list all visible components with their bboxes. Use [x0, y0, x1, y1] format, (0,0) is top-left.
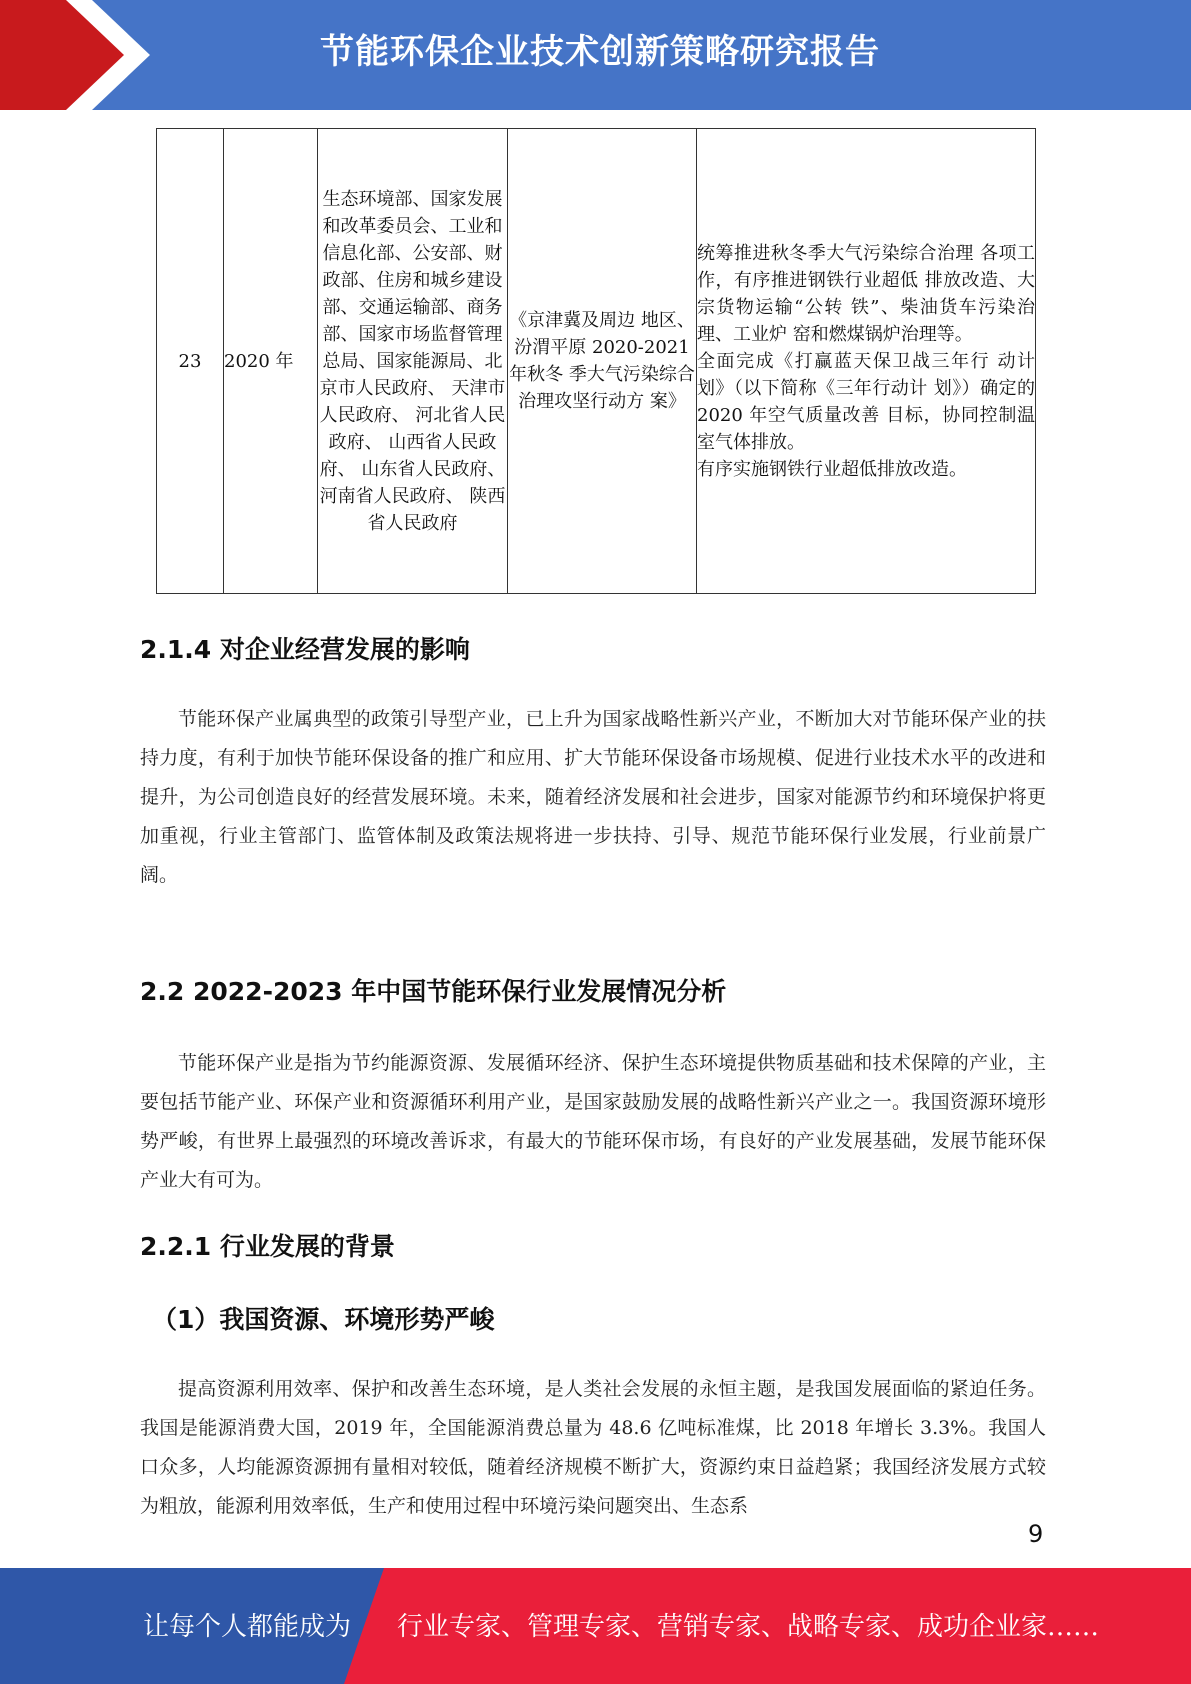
- page-footer: [0, 1568, 1191, 1684]
- row-document: 《京津冀及周边 地区、汾渭平原 2020-2021 年秋冬 季大气污染综合 治理攻坚行动方 案》: [508, 129, 697, 594]
- header-arrow-decoration: [0, 0, 155, 110]
- table-row: [157, 129, 1036, 594]
- policy-table: [156, 128, 1036, 594]
- sub-heading: （1）我国资源、环境形势严峻: [152, 1305, 495, 1334]
- footer-slogan-left: 让每个人都能成为: [143, 1612, 352, 1642]
- page-header: [0, 0, 1191, 110]
- section-paragraph: 提高资源利用效率、保护和改善生态环境，是人类社会发展的永恒主题，是我国发展面临的紧迫任务。我国是能源消费大国，2019 年，全国能源消费总量为 48.6 亿吨标准煤，比 2018 年增长 3.3%。我国人口众多，人均能源资源拥有量相对较低，随着经济规模不断扩大，资源约束日益趋紧；我国经济发展方式较为粗放，能源利用效率低，生产和使用过程中环境污染问题突出、生态系: [140, 1378, 1046, 1517]
- page-number: 9: [1028, 1520, 1044, 1548]
- section-heading: 2.2.1 行业发展的背景: [140, 1232, 395, 1261]
- section-paragraph: 节能环保产业是指为节约能源资源、发展循环经济、保护生态环境提供物质基础和技术保障的产业，主要包括节能产业、环保产业和资源循环利用产业，是国家鼓励发展的战略性新兴产业之一。我国资源环境形势严峻，有世界上最强烈的环境改善诉求，有最大的节能环保市场，有良好的产业发展基础，发展节能环保产业大有可为。: [140, 1052, 1046, 1191]
- section-heading: 2.1.4 对企业经营发展的影响: [140, 635, 470, 664]
- section-paragraph: 节能环保产业属典型的政策引导型产业，已上升为国家战略性新兴产业，不断加大对节能环保产业的扶持力度，有利于加快节能环保设备的推广和应用、扩大节能环保设备市场规模、促进行业技术水平的改进和提升，为公司创造良好的经营发展环境。未来，随着经济发展和社会进步，国家对能源节约和环境保护将更加重视，行业主管部门、监管体制及政策法规将进一步扶持、引导、规范节能环保行业发展，行业前景广阔。: [140, 708, 1046, 886]
- content-paragraph: 全面完成《打赢蓝天保卫战三年行 动计划》（以下简称《三年行动计 划》）确定的 2020 年空气质量改善 目标，协同控制温室气体排放。: [697, 350, 1035, 453]
- footer-slogan-right: 行业专家、管理专家、营销专家、战略专家、成功企业家……: [397, 1612, 1100, 1642]
- row-departments: 生态环境部、国家发展和改革委员会、工业和信息化部、公安部、财政部、住房和城乡建设部、交通运输部、商务部、国家市场监督管理总局、国家能源局、北京市人民政府、 天津市人民政府、 河北省人民政府、 山西省人民政府、 山东省人民政府、 河南省人民政府、 陕西省人民政府: [318, 129, 508, 594]
- content-paragraph: 统筹推进秋冬季大气污染综合治理 各项工作，有序推进钢铁行业超低 排放改造、大宗货物运输“公转 铁”、柴油货车污染治理、工业炉 窑和燃煤锅炉治理等。: [697, 242, 1035, 345]
- row-number: 23: [157, 129, 224, 594]
- row-content: [697, 129, 1036, 594]
- row-year: 2020 年: [224, 129, 318, 594]
- content-paragraph: 有序实施钢铁行业超低排放改造。: [697, 458, 967, 480]
- section-heading: 2.2 2022-2023 年中国节能环保行业发展情况分析: [140, 977, 727, 1006]
- report-title: 节能环保企业技术创新策略研究报告: [320, 32, 880, 72]
